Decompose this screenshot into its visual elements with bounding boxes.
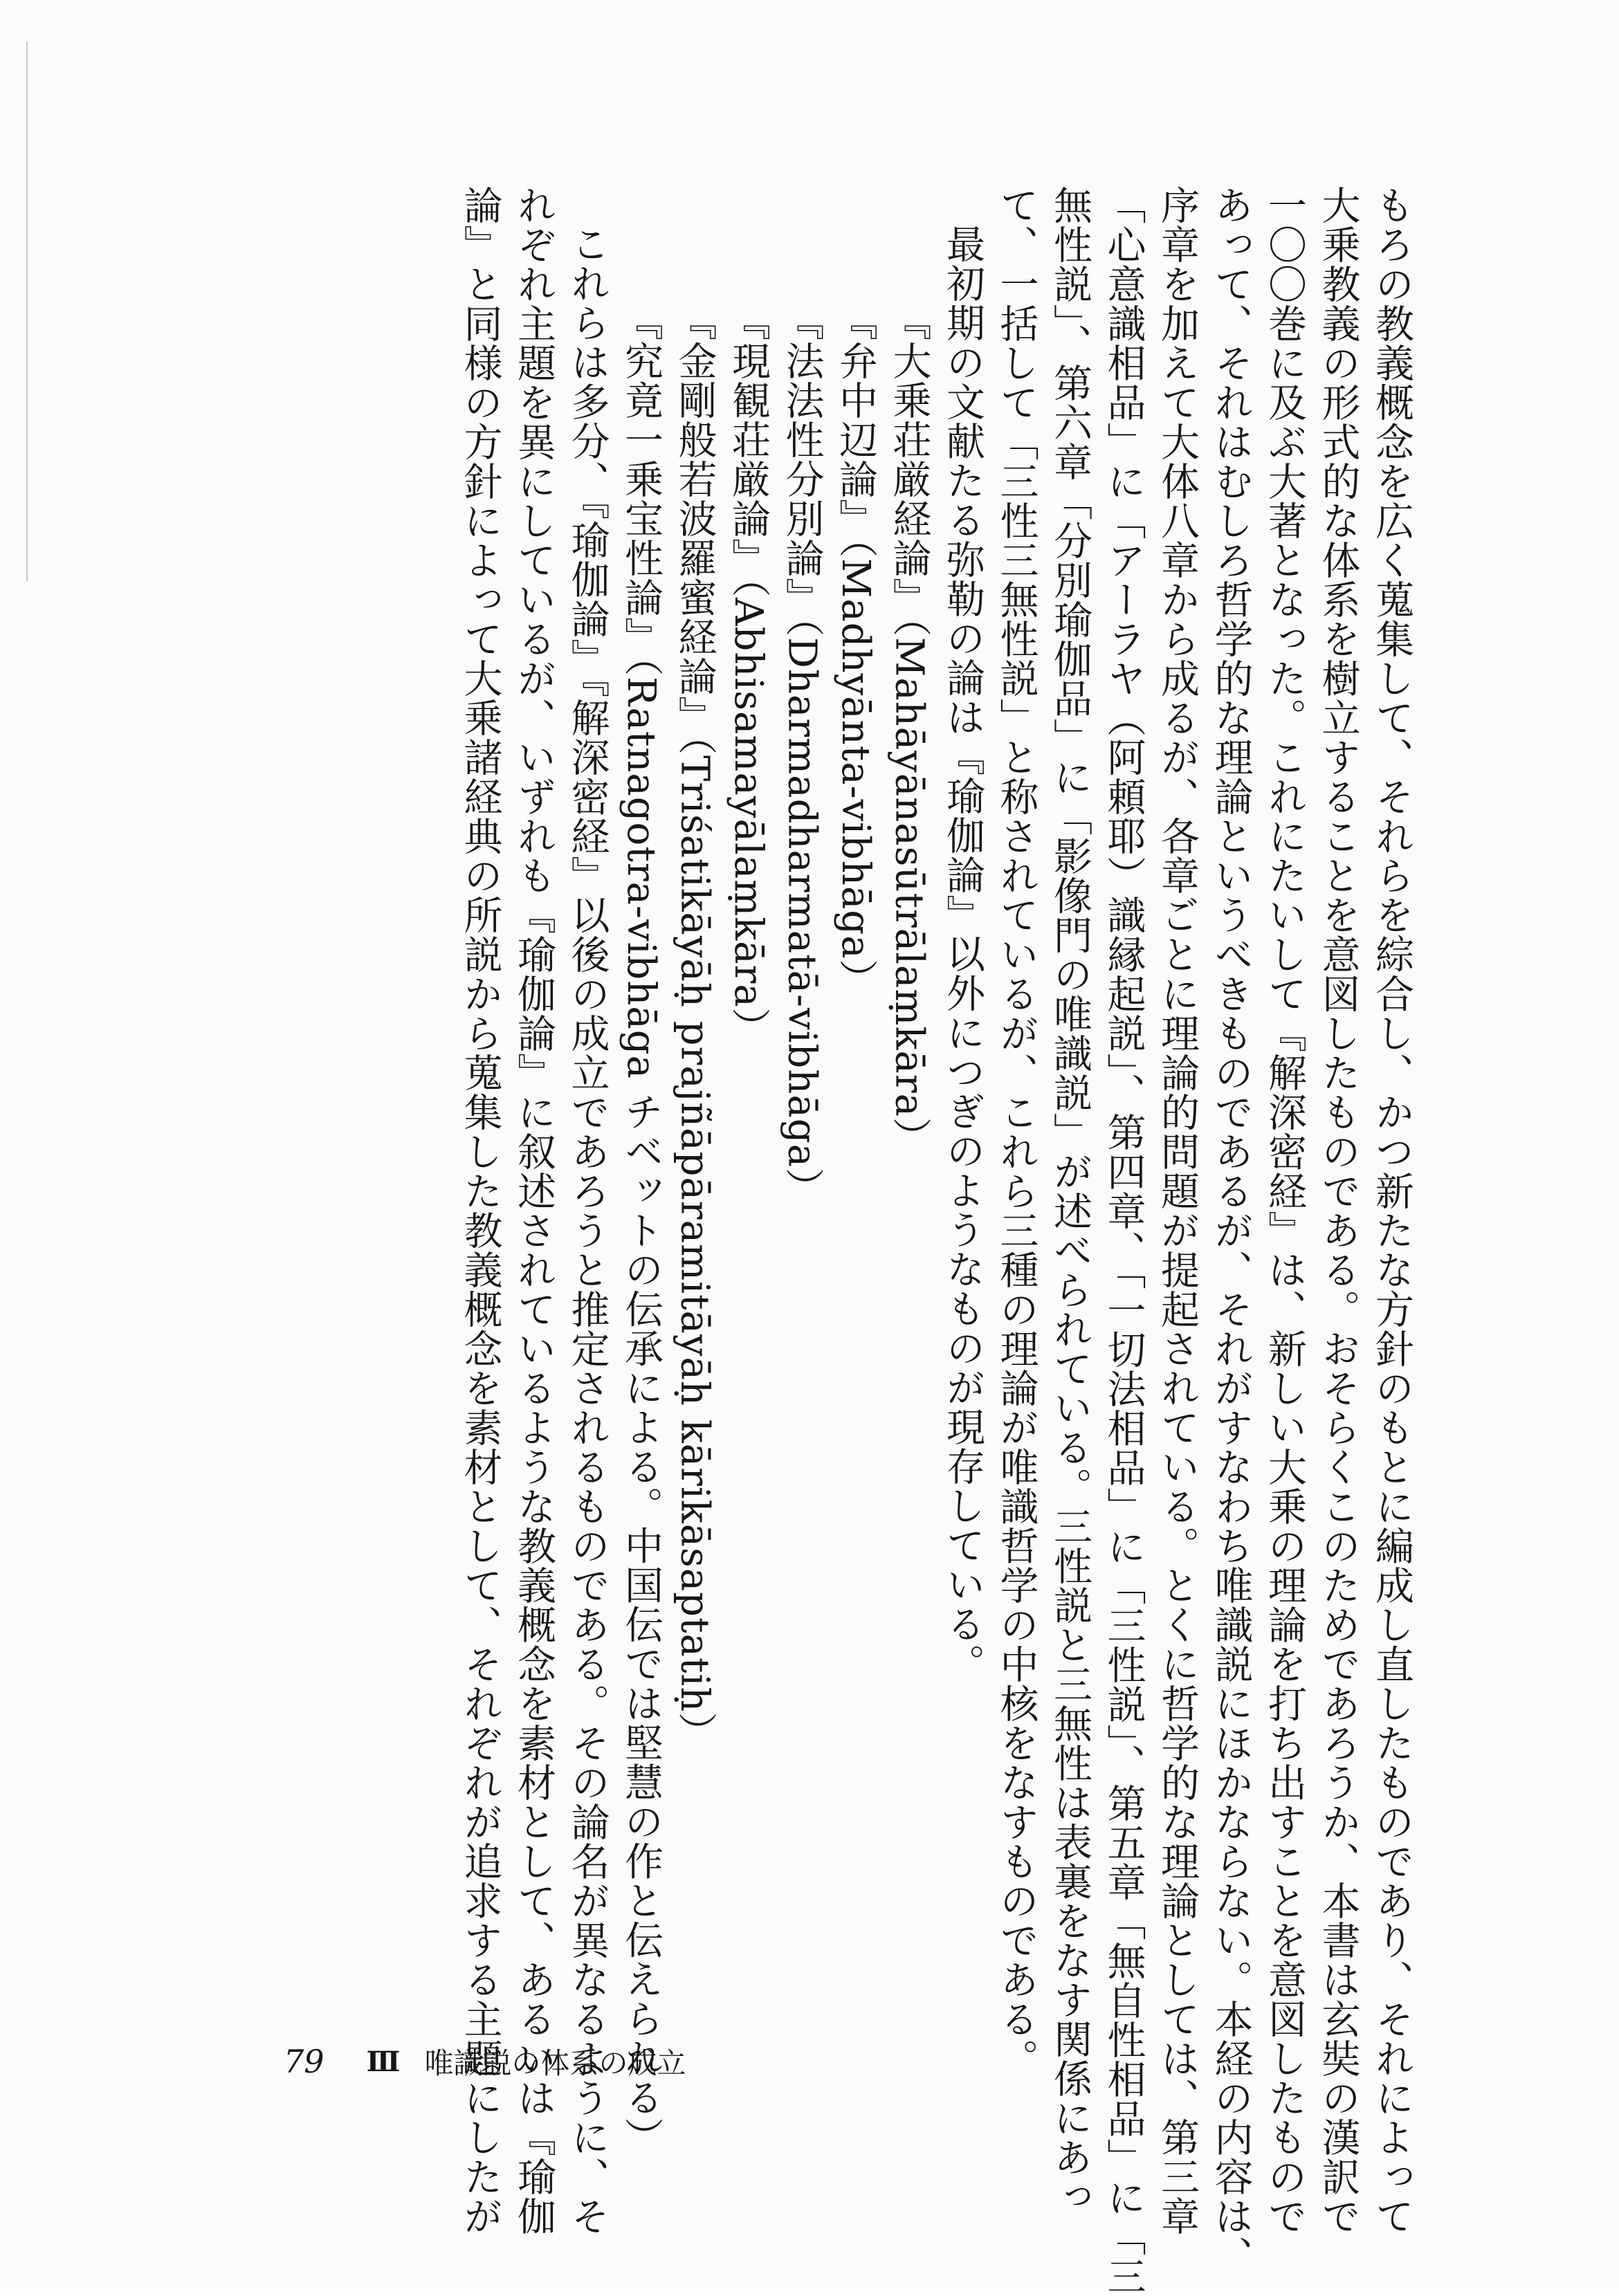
treatise-list-item: 『現観荘厳論』（Abhisamayālaṃkāra） (726, 302, 771, 1047)
page-footer (284, 2041, 686, 2082)
text-line: 序章を加えて大体八章から成るが、各章ごとに理論的問題が提起されている。とくに哲学的な理論としては、第三章 (1155, 185, 1200, 2236)
text-line: 無性説」、第六章「分別瑜伽品」に「影像門の唯識説」が述べられている。三性説と三無性は表裏をなす関係にあっ (1048, 185, 1092, 2216)
scan-edge-line (26, 42, 28, 581)
text-line: 一〇〇巻に及ぶ大著となった。これにたいして『解深密経』は、新しい大乗の理論を打ち出すことを意図したもので (1262, 185, 1307, 2236)
treatise-list-item: 『究竟一乗宝性論』（Ratnagotra-vibhāga チベットの伝承による。中国伝では堅慧の作と伝えられる） (619, 302, 664, 2157)
text-line: て、一括して「三性三無性説」と称されているが、これら三種の理論が唯識哲学の中核をなすものである。 (994, 185, 1039, 2078)
text-line: これらは多分、『瑜伽論』『解深密経』以後の成立であろうと推定されるものである。その論名が異なるように、そ (565, 224, 610, 2236)
text-line: 「心意識相品」に「アーラヤ（阿頼耶）識縁起説」、第四章、「一切法相品」に「三性説」、第五章「無自性相品」に「三 (1101, 185, 1146, 2296)
treatise-list-item: 『大乗荘厳経論』（Mahāyānasūtrālaṃkāra） (886, 302, 932, 1157)
text-line: れぞれ主題を異にしているが、いずれも『瑜伽論』に叙述されているような教義概念を素材として、あるいは『瑜伽 (511, 185, 556, 2236)
text-line: あって、それはむしろ哲学的な理論というべきものであるが、それがすなわち唯識説にほかならない。本経の内容は、 (1208, 185, 1254, 2275)
treatise-list-item: 『金剛般若波羅蜜経論』（Triśatikāyāḥ prajñāpāramitāyāḥ kārikāsaptatiḥ） (672, 302, 717, 1752)
text-line: 大乗教義の形式的な体系を樹立することを意図したものである。おそらくこのためであろうか、本書は玄奘の漢訳で (1315, 185, 1361, 2236)
running-chapter-title: 唯識説の体系の成立 (424, 2046, 686, 2080)
treatise-list-item: 『法法性分別論』（Dharmadharmatā-vibhāga） (779, 302, 825, 1208)
chapter-number: Ⅲ (366, 2045, 401, 2078)
text-line: もろの教義概念を広く蒐集して、それらを綜合し、かつ新たな方針のもとに編成し直したものであり、それによって (1369, 185, 1414, 2236)
treatise-list-item: 『弁中辺論』（Madhyānta-vibhāga） (833, 302, 878, 999)
text-line: 論』と同様の方針によって大乗諸経典の所説から蒐集した教義概念を素材として、それぞれが追求する主題にしたが (457, 185, 503, 2236)
page-number: 79 (284, 2043, 324, 2080)
text-line: 最初期の文献たる弥勒の論は『瑜伽論』以外につぎのようなものが現存している。 (940, 224, 985, 1683)
